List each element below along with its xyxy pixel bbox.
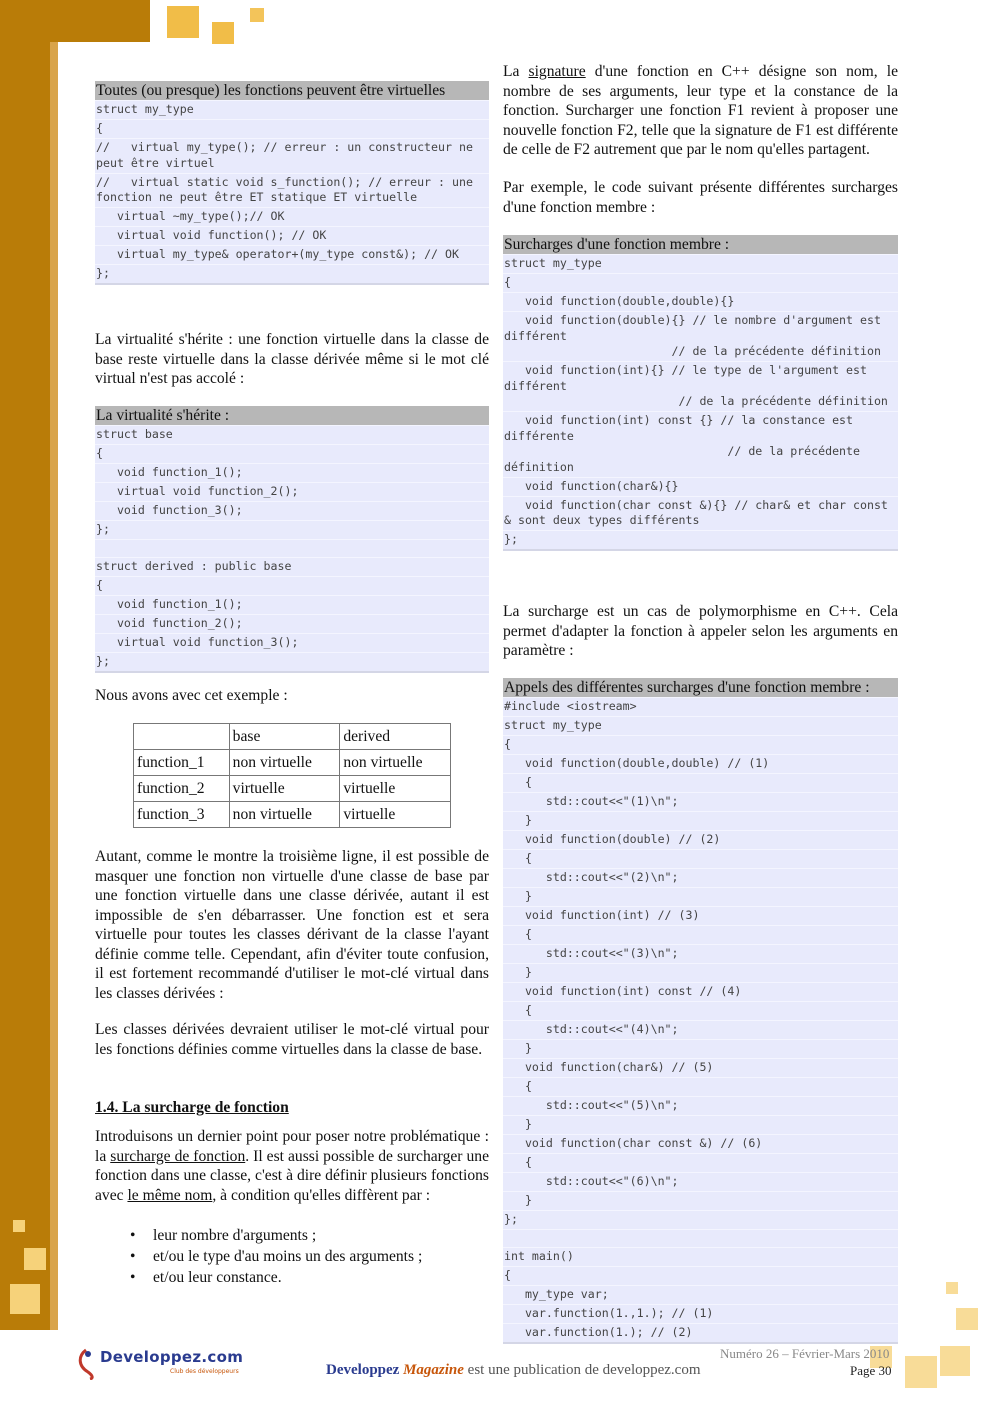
code-line: void function(double){} // le nombre d'argument est différent // de la précédente définition: [503, 311, 898, 361]
table-cell: non virtuelle: [340, 750, 451, 776]
code-line: var.function(1.); // (2): [503, 1323, 898, 1342]
code-line: struct my_type: [503, 716, 898, 735]
code-line: {: [503, 773, 898, 792]
code-line: int main(): [503, 1247, 898, 1266]
table-header-cell: [134, 724, 230, 750]
code-line: void function(char const &){} // char& et char const & sont deux types différents: [503, 496, 898, 531]
section-heading: 1.4. La surcharge de fonction: [95, 1099, 289, 1116]
code-line: virtual void function(); // OK: [95, 226, 489, 245]
code-line: };: [503, 1210, 898, 1229]
code-box-overload-calls: [503, 678, 898, 1344]
deco-square: [167, 6, 199, 38]
code-box-title: La virtualité s'hérite :: [95, 406, 489, 425]
text-span: Introduisons un dernier point pour poser notre problématique : la: [95, 1128, 489, 1165]
code-line: {: [503, 849, 898, 868]
code-line: virtual my_type& operator+(my_type const&); // OK: [95, 245, 489, 264]
table-header-cell: base: [229, 724, 340, 750]
code-line: {: [503, 1266, 898, 1285]
paragraph-example: Par exemple, le code suivant présente différentes surcharges d'une fonction membre :: [503, 179, 898, 216]
deco-square: [10, 1284, 40, 1314]
text-span: . Il est aussi possible de surcharger une fonction dans une classe, c'est à dire définir plusieurs fonctions avec: [95, 1147, 489, 1204]
code-box-title: Surcharges d'une fonction membre :: [503, 235, 898, 254]
code-line: void function(int){} // le type de l'argument est différent // de la précédente définition: [503, 361, 898, 411]
code-lines: [95, 100, 489, 283]
code-line: {: [503, 925, 898, 944]
text-span: La: [503, 63, 529, 80]
table-row: [134, 776, 451, 802]
code-line: }: [503, 1191, 898, 1210]
code-line: [95, 539, 489, 557]
table-header-cell: derived: [340, 724, 451, 750]
table-header-row: [134, 724, 451, 750]
deco-square: [212, 22, 234, 44]
deco-square: [13, 1220, 25, 1232]
code-line: [503, 1229, 898, 1247]
code-line: // virtual my_type(); // erreur : un constructeur ne peut être virtuel: [95, 138, 489, 173]
code-line: void function_2();: [95, 614, 489, 633]
code-line: std::cout<<"(4)\n";: [503, 1020, 898, 1039]
code-box-virtual-functions: [95, 81, 489, 285]
code-line: std::cout<<"(3)\n";: [503, 944, 898, 963]
code-line: void function(char&) // (5): [503, 1058, 898, 1077]
footer-brand-line: [326, 1362, 701, 1379]
table-row: [134, 802, 451, 828]
list-item: • et/ou leur constance.: [95, 1267, 489, 1288]
code-line: void function_1();: [95, 595, 489, 614]
left-decorative-bar: [0, 0, 50, 1330]
code-box-virtuality-inherited: [95, 406, 489, 673]
code-line: };: [95, 264, 489, 283]
code-line: // virtual static void s_function(); // erreur : une fonction ne peut être ET statique ET virtuelle: [95, 173, 489, 208]
code-box-overloads: [503, 235, 898, 551]
code-line: std::cout<<"(1)\n";: [503, 792, 898, 811]
table-cell: function_3: [134, 802, 230, 828]
code-lines: [503, 254, 898, 549]
logo-swirl-icon: [76, 1348, 98, 1380]
code-line: }: [503, 1039, 898, 1058]
left-bar-shadow: [50, 40, 58, 1330]
paragraph-overload-intro: [95, 1127, 489, 1205]
deco-square: [956, 1308, 978, 1330]
developpez-logo[interactable]: [76, 1348, 246, 1382]
code-box-title: Appels des différentes surcharges d'une fonction membre :: [503, 678, 898, 697]
code-line: {: [503, 1153, 898, 1172]
paragraph-example-intro: Nous avons avec cet exemple :: [95, 687, 288, 704]
paragraph-masking: Autant, comme le montre la troisième ligne, il est possible de masquer une fonction non virtuelle d'une classe de base par une fonction virtuelle dans une classe dérivée, autant il est impossible de s'en débarrasser. Une fonction est et sera virtuelle pour toutes les classes dérivant de la classe l'ayant définie comme telle. Cependant, afin d'éviter toute confusion, il est fortement recommandé d'utiliser le mot-clé virtual dans les classes dérivées :: [95, 848, 489, 1002]
code-line: };: [503, 530, 898, 549]
top-decorative-band: [0, 0, 150, 42]
code-line: };: [95, 652, 489, 671]
code-line: virtual ~my_type();// OK: [95, 207, 489, 226]
code-line: virtual void function_3();: [95, 633, 489, 652]
code-line: {: [503, 1001, 898, 1020]
code-line: }: [503, 887, 898, 906]
link-signature[interactable]: signature: [528, 63, 586, 80]
code-line: };: [95, 520, 489, 539]
code-line: my_type var;: [503, 1285, 898, 1304]
code-line: void function(char&){}: [503, 477, 898, 496]
code-line: void function(double) // (2): [503, 830, 898, 849]
link-surcharge-de-fonction[interactable]: surcharge de fonction: [110, 1147, 246, 1165]
code-line: {: [95, 576, 489, 595]
code-line: void function(int) const {} // la constance est différente // de la précédente définition: [503, 411, 898, 477]
code-line: {: [503, 735, 898, 754]
paragraph-polymorphism: La surcharge est un cas de polymorphisme en C++. Cela permet d'adapter la fonction à appeler selon les arguments en paramètre :: [503, 603, 898, 659]
code-line: var.function(1.,1.); // (1): [503, 1304, 898, 1323]
paragraph-recommendation: Les classes dérivées devraient utiliser le mot-clé virtual pour les fonctions définies comme virtuelles dans la classe de base.: [95, 1021, 489, 1058]
logo-subtitle: Club des développeurs: [170, 1368, 239, 1375]
code-line: #include <iostream>: [503, 697, 898, 716]
code-line: void function(double,double) // (1): [503, 754, 898, 773]
code-line: void function_3();: [95, 501, 489, 520]
code-lines: [503, 697, 898, 1342]
virtuality-table: [133, 723, 451, 828]
deco-square: [250, 8, 264, 22]
code-line: {: [503, 1077, 898, 1096]
table-cell: function_2: [134, 776, 230, 802]
list-item: • leur nombre d'arguments ;: [95, 1225, 489, 1246]
code-line: std::cout<<"(2)\n";: [503, 868, 898, 887]
table-cell: non virtuelle: [229, 802, 340, 828]
code-line: struct derived : public base: [95, 557, 489, 576]
code-line: {: [95, 444, 489, 463]
code-line: }: [503, 811, 898, 830]
table-cell: virtuelle: [229, 776, 340, 802]
code-line: std::cout<<"(6)\n";: [503, 1172, 898, 1191]
code-line: struct my_type: [95, 100, 489, 119]
table-row: [134, 750, 451, 776]
deco-square: [946, 1282, 958, 1294]
brand-magazine: Magazine: [403, 1362, 464, 1378]
page-number: Page 30: [850, 1363, 892, 1378]
code-line: void function(int) // (3): [503, 906, 898, 925]
code-line: void function(double,double){}: [503, 292, 898, 311]
deco-square: [940, 1346, 970, 1376]
code-line: {: [95, 119, 489, 138]
code-line: }: [503, 963, 898, 982]
text-span: d'une fonction en C++ désigne son nom, le nombre de ses arguments, leur type et la constance de la fonction. Surcharger une fonction F1 revient à proposer une nouvelle fonction F2, telle que la signature de F1 est différente de celle de F2 autrement que par le nom qu'elles partagent.: [503, 63, 898, 158]
brand-tagline: est une publication de developpez.com: [463, 1362, 701, 1378]
code-line: {: [503, 273, 898, 292]
brand-name: Developpez: [326, 1362, 400, 1378]
table-cell: virtuelle: [340, 776, 451, 802]
code-line: void function(int) const // (4): [503, 982, 898, 1001]
code-box-title: Toutes (ou presque) les fonctions peuvent être virtuelles: [95, 81, 489, 100]
code-line: }: [503, 1115, 898, 1134]
bullet-list: [95, 1225, 489, 1288]
text-span: , à condition qu'elles diffèrent par :: [212, 1186, 431, 1204]
deco-square: [905, 1356, 937, 1388]
code-line: void function(char const &) // (6): [503, 1134, 898, 1153]
code-line: void function_1();: [95, 463, 489, 482]
issue-number: Numéro 26 – Février-Mars 2010: [720, 1346, 890, 1361]
code-lines: [95, 425, 489, 671]
link-le-meme-nom[interactable]: le même nom: [127, 1186, 213, 1204]
logo-text: Developpez.com: [100, 1348, 244, 1366]
code-line: struct base: [95, 425, 489, 444]
list-item: • et/ou le type d'au moins un des arguments ;: [95, 1246, 489, 1267]
paragraph-virtuality-inherited: La virtualité s'hérite : une fonction virtuelle dans la classe de base reste virtuelle dans la classe dérivée même si le mot clé virtual n'est pas accolé :: [95, 331, 489, 387]
table-cell: non virtuelle: [229, 750, 340, 776]
code-line: struct my_type: [503, 254, 898, 273]
code-line: std::cout<<"(5)\n";: [503, 1096, 898, 1115]
table-cell: virtuelle: [340, 802, 451, 828]
table-cell: function_1: [134, 750, 230, 776]
paragraph-signature: [503, 62, 898, 160]
code-line: virtual void function_2();: [95, 482, 489, 501]
deco-square: [24, 1248, 46, 1270]
